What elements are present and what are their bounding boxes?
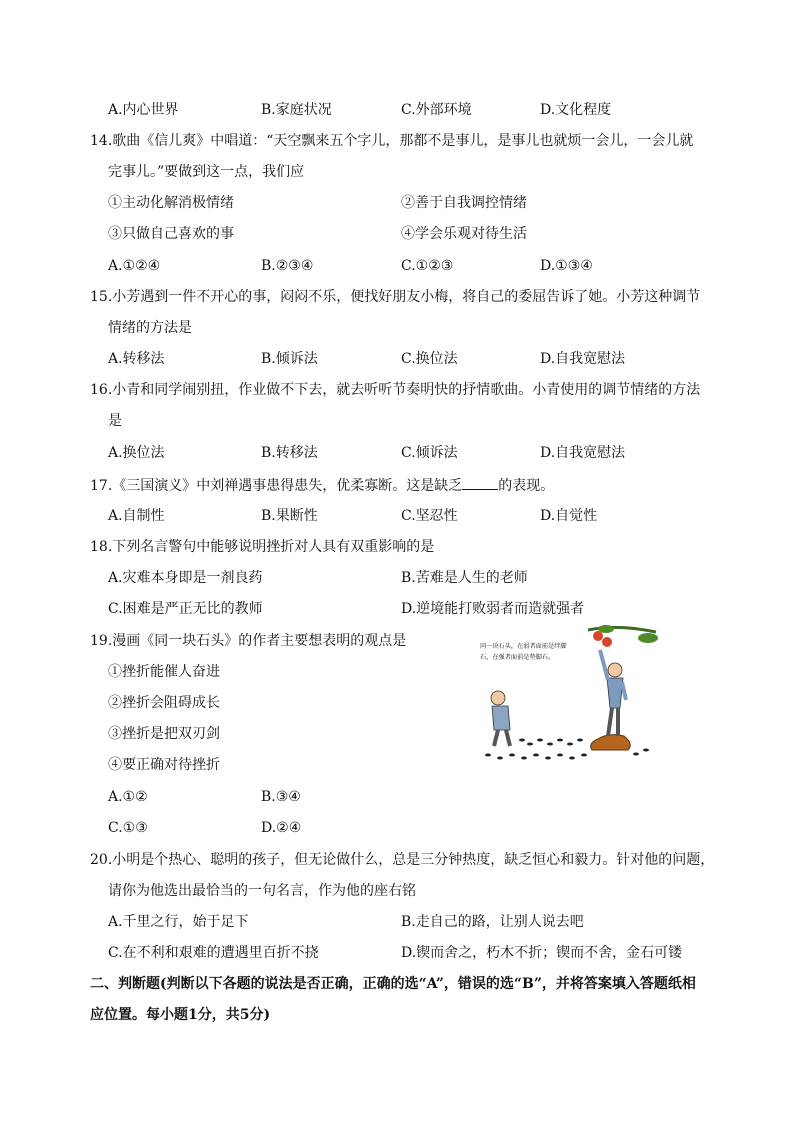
q19-option-d: D.②④	[261, 820, 302, 836]
stone	[591, 735, 631, 750]
q20-option-c: C.在不利和艰难的遭遇里百折不挠	[108, 945, 319, 961]
cartoon-caption-line2: 石，在强者面前是垫脚石。	[480, 654, 555, 661]
q14-option-a: A.①②④	[108, 258, 161, 274]
q15-option-c: C.换位法	[401, 351, 458, 367]
q19-stem: 19.漫画《同一块石头》的作者主要想表明的观点是	[90, 633, 407, 649]
q14-option-c: C.①②③	[401, 258, 454, 274]
q17-stem	[90, 476, 554, 495]
q14-option-d: D.①③④	[540, 258, 593, 274]
q18-option-a: A.灾难本身即是一剂良药	[108, 570, 263, 586]
weak-man-head	[491, 691, 505, 705]
q15-option-d: D.自我宽慰法	[540, 351, 626, 367]
apple	[593, 631, 603, 641]
q16-option-a: A.换位法	[108, 445, 165, 461]
weak-man-leg	[494, 730, 498, 746]
q16-option-b: B.转移法	[261, 445, 318, 461]
q19-item-3: ③挫折是把双刃剑	[108, 726, 220, 742]
q19-item-4: ④要正确对待挫折	[108, 757, 220, 773]
q17-blank	[462, 476, 498, 490]
strong-man-arm	[622, 682, 626, 700]
q20-stem-line1: 20.小明是个热心、聪明的孩子，但无论做什么，总是三分钟热度，缺乏恒心和毅力。针对他的问题，	[90, 852, 715, 868]
q17-stem-before: 17.《三国演义》中刘禅遇事患得患失，优柔寡断。这是缺乏	[90, 478, 463, 494]
q16-stem-line1: 16.小青和同学闹别扭，作业做不下去，就去听听节奏明快的抒情歌曲。小青使用的调节情绪的方法	[90, 382, 701, 398]
q17-option-a: A.自制性	[108, 508, 165, 524]
q16-option-d: D.自我宽慰法	[540, 445, 626, 461]
q13-option-d: D.文化程度	[540, 102, 612, 118]
section2-heading-line2: 应位置。每小题1分，共5分)	[90, 1007, 271, 1023]
q19-option-c: C.①③	[108, 820, 148, 836]
q17-option-b: B.果断性	[261, 508, 318, 524]
q19-option-a: A.①②	[108, 789, 148, 805]
q20-option-d: D.锲而舍之，朽木不折；锲而不舍，金石可镂	[401, 945, 683, 961]
q14-stem-line1: 14.歌曲《信儿爽》中唱道：“天空飘来五个字儿，那都不是事儿，是事儿也就烦一会儿，一会儿就	[90, 133, 694, 149]
q14-item-3: ③只做自己喜欢的事	[108, 226, 234, 242]
q17-stem-after: 的表现。	[498, 478, 555, 494]
strong-man-head	[608, 663, 622, 677]
q16-stem-line2: 是	[108, 413, 122, 429]
cartoon-same-stone	[468, 622, 660, 762]
q18-option-d: D.逆境能打败弱者而造就强者	[401, 601, 585, 617]
q19-option-b: B.③④	[261, 789, 301, 805]
q17-option-c: C.坚忍性	[401, 508, 458, 524]
weak-man-leg	[506, 730, 510, 746]
q14-item-1: ①主动化解消极情绪	[108, 195, 234, 211]
strong-man-arm	[600, 650, 608, 680]
q13-option-b: B.家庭状况	[261, 102, 332, 118]
q18-option-c: C.困难是严正无比的教师	[108, 601, 263, 617]
weak-man-body	[492, 706, 510, 730]
q13-option-a: A.内心世界	[108, 102, 179, 118]
q15-option-b: B.倾诉法	[261, 351, 318, 367]
apple	[602, 637, 612, 647]
q16-option-c: C.倾诉法	[401, 445, 458, 461]
q18-stem: 18.下列名言警句中能够说明挫折对人具有双重影响的是	[90, 539, 435, 555]
q19-item-1: ①挫折能催人奋进	[108, 664, 220, 680]
q13-option-c: C.外部环境	[401, 102, 472, 118]
q14-item-2: ②善于自我调控情绪	[401, 195, 527, 211]
q14-item-4: ④学会乐观对待生活	[401, 226, 527, 242]
q14-stem-line2: 完事儿。”要做到这一点，我们应	[108, 164, 305, 180]
q17-option-d: D.自觉性	[540, 508, 598, 524]
q18-option-b: B.苦难是人生的老师	[401, 570, 528, 586]
q15-stem-line2: 情绪的方法是	[108, 320, 192, 336]
q14-option-b: B.②③④	[261, 258, 314, 274]
q15-stem-line1: 15.小芳遇到一件不开心的事，闷闷不乐，便找好朋友小梅，将自己的委屈告诉了她。小芳这种调节	[90, 289, 701, 305]
cartoon-caption-line1: 同一块石头，在弱者面前是绊脚	[480, 643, 567, 650]
q15-option-a: A.转移法	[108, 351, 165, 367]
leaf	[638, 633, 658, 643]
section2-heading-line1: 二、判断题(判断以下各题的说法是否正确，正确的选“A”，错误的选“B”，并将答案填入答题纸相	[90, 976, 696, 992]
q20-option-b: B.走自己的路，让别人说去吧	[401, 914, 584, 930]
q20-option-a: A.千里之行，始于足下	[108, 914, 249, 930]
strong-man-leg	[608, 708, 612, 736]
q19-item-2: ②挫折会阻碍成长	[108, 695, 220, 711]
q20-stem-line2: 请你为他选出最恰当的一句名言，作为他的座右铭	[108, 883, 416, 899]
